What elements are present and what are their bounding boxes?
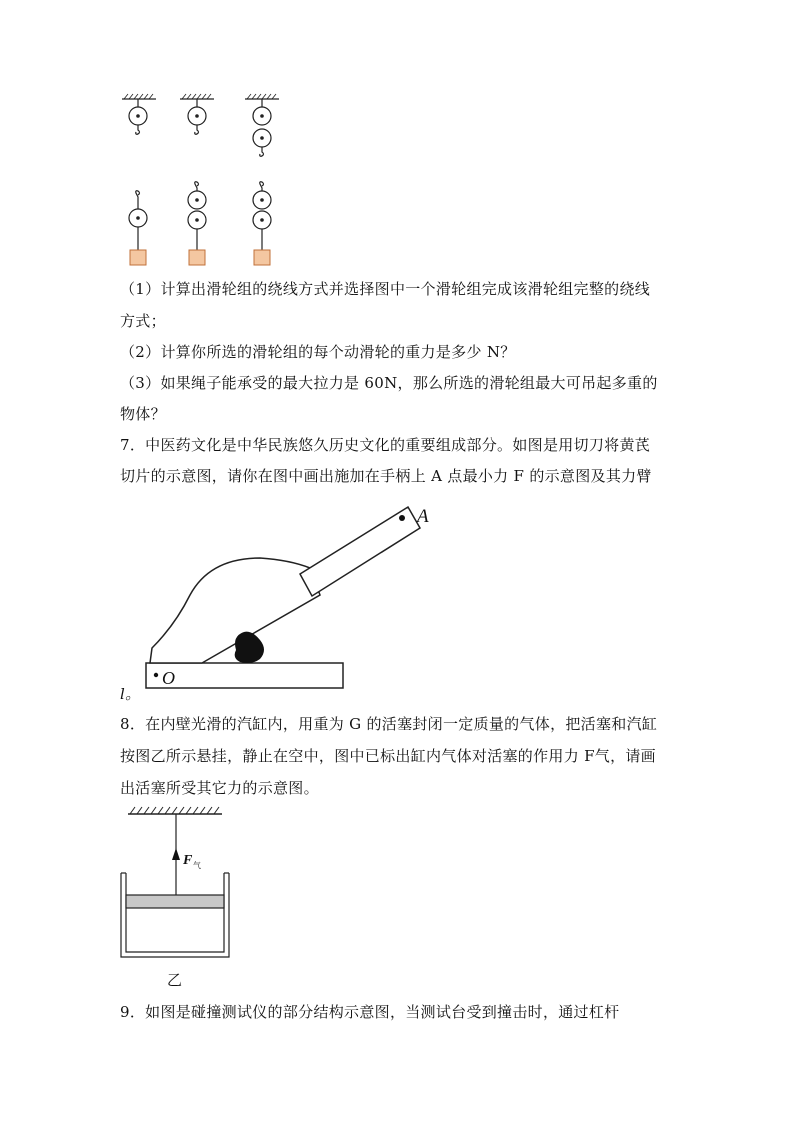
weight-block-3 — [254, 250, 270, 265]
cylinder — [121, 873, 229, 957]
q6-sub3-line1: （3）如果绳子能承受的最大拉力是 60N，那么所选的滑轮组最大可吊起多重的 — [120, 374, 658, 392]
label-o: O — [162, 668, 175, 688]
movable-pulley-double-1 — [188, 182, 206, 250]
q7-line2: 切片的示意图，请你在图中画出施加在手柄上 A 点最小力 F 的示意图及其力臂 — [120, 467, 652, 485]
q8-line1: 8．在内壁光滑的汽缸内，用重为 G 的活塞封闭一定质量的气体，把活塞和汽缸 — [120, 715, 658, 733]
q6-sub1-line1: （1）计算出滑轮组的绕线方式并选择图中一个滑轮组完成该滑轮组完整的绕线 — [120, 280, 651, 298]
fixed-pulley-single-2 — [180, 94, 214, 134]
knife-figure — [140, 500, 440, 695]
fixed-pulley-single-1 — [122, 94, 156, 134]
cutting-base — [146, 663, 343, 688]
fixed-pulley-double — [245, 94, 279, 156]
q7-line1: 7．中医药文化是中华民族悠久历史文化的重要组成部分。如图是用切刀将黄芪 — [120, 436, 651, 454]
q7-line3: l。 — [120, 685, 141, 703]
q8-line2: 按图乙所示悬挂，静止在空中，图中已标出缸内气体对活塞的作用力 F气，请画 — [120, 747, 656, 765]
q6-sub1-line2: 方式； — [120, 312, 166, 330]
q6-sub2: （2）计算你所选的滑轮组的每个动滑轮的重力是多少 N？ — [120, 343, 516, 361]
knife-blade — [150, 558, 320, 663]
point-a-dot — [399, 515, 405, 521]
q9-line1: 9．如图是碰撞测试仪的部分结构示意图，当测试台受到撞击时，通过杠杆 — [120, 1003, 620, 1021]
movable-pulley-single — [129, 191, 147, 250]
weight-block-1 — [130, 250, 146, 265]
force-arrow — [172, 848, 180, 860]
pivot-o-dot — [154, 673, 158, 677]
q6-sub3-line2: 物体？ — [120, 405, 166, 423]
movable-pulley-double-2 — [253, 182, 271, 250]
figure-caption: 乙 — [167, 973, 183, 989]
label-a: A — [417, 506, 429, 527]
force-label: F — [183, 853, 193, 868]
cylinder-figure — [110, 800, 250, 995]
q8-line3: 出活塞所受其它力的示意图。 — [120, 779, 319, 797]
piston — [126, 895, 224, 908]
weight-block-2 — [189, 250, 205, 265]
herb-slice — [235, 632, 264, 663]
force-subscript: 气 — [193, 861, 201, 870]
ceiling-hatch — [128, 807, 222, 814]
pulley-figure — [110, 90, 300, 275]
